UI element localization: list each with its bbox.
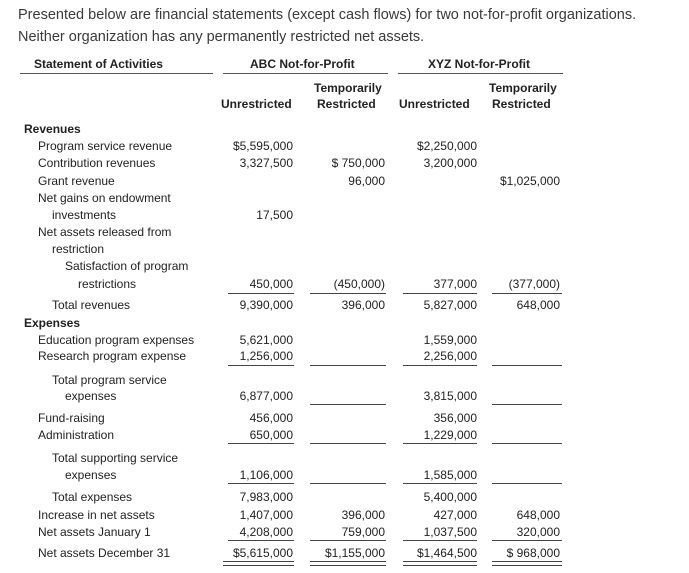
released-label-2: restriction — [52, 242, 105, 256]
abc-t-dec31: $1,155,000 — [324, 546, 385, 560]
abc-u-education: 5,621,000 — [239, 333, 293, 347]
xyz-u-total-program: 3,815,000 — [423, 389, 477, 403]
subtotal-rule — [492, 365, 562, 366]
xyz-u-fund-raising: 356,000 — [433, 411, 477, 425]
org1-header: ABC Not-for-Profit — [250, 57, 355, 71]
xyz-t-satisfaction: (377,000) — [508, 277, 560, 291]
abc-unrestricted-header: Unrestricted — [221, 97, 292, 111]
total-supporting-label-2: expenses — [65, 468, 117, 482]
xyz-u-jan1: 1,037,500 — [423, 525, 477, 539]
xyz-temp-header-2: Restricted — [492, 97, 551, 111]
subtotal-rule — [228, 365, 294, 366]
subtotal-rule — [228, 483, 294, 484]
subtotal-rule — [310, 404, 386, 405]
xyz-u-administration: 1,229,000 — [423, 428, 477, 442]
subtotal-rule — [492, 404, 562, 405]
subtotal-rule — [310, 443, 386, 444]
abc-u-research: 1,256,000 — [239, 349, 293, 363]
abc-u-total-supporting: 1,106,000 — [239, 468, 293, 482]
org2-header-rule — [398, 73, 563, 74]
abc-t-jan1: 759,000 — [341, 525, 385, 539]
abc-u-total-program: 6,877,000 — [239, 389, 293, 403]
xyz-temp-header-1: Temporarily — [489, 81, 557, 95]
total-expenses-label: Total expenses — [52, 490, 133, 504]
xyz-t-grant: $1,025,000 — [499, 174, 560, 188]
intro-line-1: Presented below are financial statements (except cash flows) for two not-for-profit organizations. — [18, 7, 637, 23]
abc-u-jan1: 4,208,000 — [239, 525, 293, 539]
xyz-u-satisfaction: 377,000 — [433, 277, 477, 291]
subtotal-rule — [310, 365, 386, 366]
abc-t-satisfaction: (450,000) — [333, 277, 385, 291]
subtotal-rule — [403, 293, 477, 294]
xyz-t-jan1: 320,000 — [516, 525, 560, 539]
xyz-t-increase: 648,000 — [516, 508, 560, 522]
contribution-revenues-label: Contribution revenues — [38, 156, 156, 170]
total-double-rule — [492, 561, 562, 566]
program-service-revenue-label: Program service revenue — [38, 139, 173, 153]
xyz-u-total-expenses: 5,400,000 — [423, 490, 477, 504]
total-revenues-label: Total revenues — [52, 298, 131, 312]
net-gains-label-2: investments — [52, 208, 117, 222]
dec31-label: Net assets December 31 — [38, 546, 171, 560]
abc-temp-header-2: Restricted — [317, 97, 376, 111]
total-double-rule — [403, 561, 477, 566]
total-supporting-label-1: Total supporting service — [52, 451, 179, 465]
subtotal-rule — [310, 293, 386, 294]
subtotal-rule — [403, 365, 477, 366]
xyz-t-dec31: $ 968,000 — [506, 546, 560, 560]
intro-text — [18, 4, 688, 48]
abc-u-administration: 650,000 — [249, 428, 293, 442]
subtotal-rule — [492, 443, 562, 444]
xyz-u-education: 1,559,000 — [423, 333, 477, 347]
abc-u-contribution: 3,327,500 — [239, 156, 293, 170]
administration-label: Administration — [38, 428, 115, 442]
expenses-heading: Expenses — [24, 316, 81, 330]
abc-u-net-gains: 17,500 — [256, 208, 293, 222]
xyz-u-research: 2,256,000 — [423, 349, 477, 363]
released-label-1: Net assets released from — [38, 225, 172, 239]
intro-line-2: Neither organization has any permanently restricted net assets. — [18, 29, 425, 45]
education-label: Education program expenses — [38, 333, 195, 347]
abc-u-dec31: $5,615,000 — [232, 546, 293, 560]
abc-u-total-expenses: 7,983,000 — [239, 490, 293, 504]
total-double-rule — [310, 561, 386, 566]
abc-t-grant: 96,000 — [348, 174, 385, 188]
abc-u-increase: 1,407,000 — [239, 508, 293, 522]
abc-t-total-revenues: 396,000 — [341, 298, 385, 312]
subtotal-rule — [492, 293, 562, 294]
xyz-u-dec31: $1,464,500 — [416, 546, 477, 560]
subtotal-rule — [310, 540, 386, 541]
research-label: Research program expense — [38, 349, 187, 363]
revenues-heading: Revenues — [24, 122, 81, 136]
statement-of-activities — [20, 56, 565, 568]
xyz-u-contribution: 3,200,000 — [423, 156, 477, 170]
total-double-rule — [223, 561, 294, 566]
xyz-u-total-supporting: 1,585,000 — [423, 468, 477, 482]
grant-revenue-label: Grant revenue — [38, 174, 115, 188]
xyz-u-program-service-revenue: $2,250,000 — [416, 139, 477, 153]
abc-t-increase: 396,000 — [341, 508, 385, 522]
subtotal-rule — [492, 540, 562, 541]
satisfaction-label-1: Satisfaction of program — [65, 259, 189, 273]
net-gains-label-1: Net gains on endowment — [38, 191, 171, 205]
fund-raising-label: Fund-raising — [38, 411, 105, 425]
subtotal-rule — [403, 540, 477, 541]
subtotal-rule — [310, 483, 386, 484]
abc-u-total-revenues: 9,390,000 — [239, 298, 293, 312]
org2-header: XYZ Not-for-Profit — [428, 57, 530, 71]
abc-t-contribution: $ 750,000 — [331, 156, 385, 170]
subtotal-rule — [228, 293, 294, 294]
subtotal-rule — [228, 443, 294, 444]
total-program-label-1: Total program service — [52, 373, 167, 387]
xyz-unrestricted-header: Unrestricted — [399, 97, 470, 111]
abc-u-program-service-revenue: $5,595,000 — [232, 139, 293, 153]
subtotal-rule — [403, 483, 477, 484]
org1-header-rule — [223, 73, 388, 74]
xyz-u-total-revenues: 5,827,000 — [423, 298, 477, 312]
subtotal-rule — [492, 483, 562, 484]
total-program-label-2: expenses — [65, 389, 117, 403]
abc-u-fund-raising: 456,000 — [249, 411, 293, 425]
header-rule — [20, 73, 213, 74]
abc-temp-header-1: Temporarily — [314, 81, 382, 95]
statement-title: Statement of Activities — [34, 57, 163, 71]
xyz-u-increase: 427,000 — [433, 508, 477, 522]
subtotal-rule — [403, 443, 477, 444]
subtotal-rule — [228, 540, 294, 541]
abc-u-satisfaction: 450,000 — [249, 277, 293, 291]
satisfaction-label-2: restrictions — [78, 277, 137, 291]
xyz-t-total-revenues: 648,000 — [516, 298, 560, 312]
increase-label: Increase in net assets — [38, 508, 155, 522]
jan1-label: Net assets January 1 — [38, 525, 151, 539]
